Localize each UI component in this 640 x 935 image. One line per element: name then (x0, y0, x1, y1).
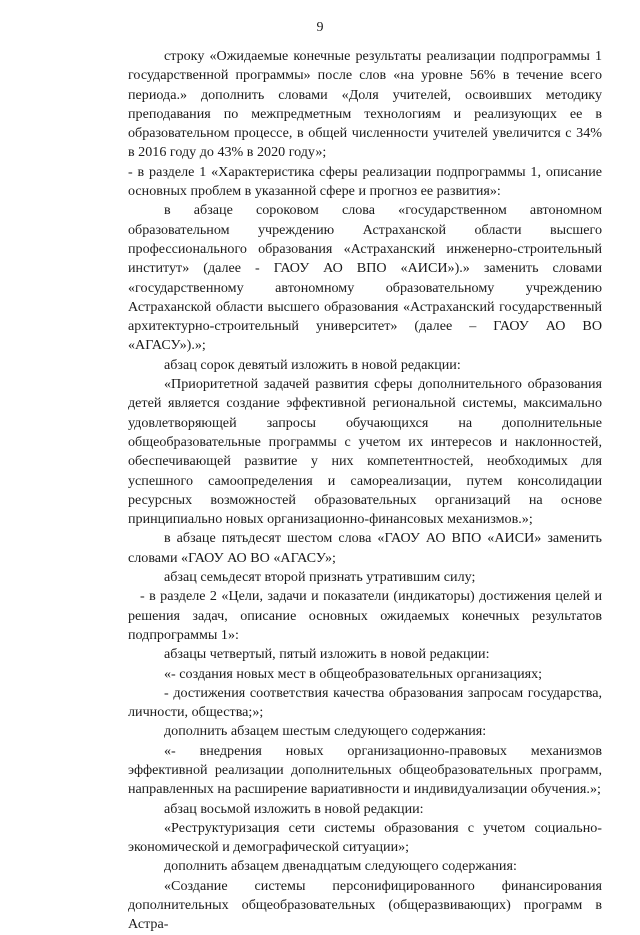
paragraph: «- внедрения новых организационно-правовых механизмов эффективной реализации дополнительных общеобразовательных программ, направленных на расширение вариативности и индивидуализации обучения.»; (128, 742, 602, 798)
paragraph: абзац семьдесят второй признать утратившим силу; (164, 569, 476, 586)
paragraph: строку «Ожидаемые конечные результаты реализации подпрограммы 1 государственной программы» после слов «на уровне 56% в течение всего периода.» дополнить словами «Доля учителей, освоивших методику преподавания по межпредметным технологиям и реализующих ее в образовательном процессе, в общей численности учителей увеличится с 34% в 2016 году до 43% в 2020 году»; (128, 48, 602, 161)
paragraph: «- создания новых мест в общеобразовательных организациях; (164, 665, 543, 682)
paragraph: «Приоритетной задачей развития сферы дополнительного образования детей является создание эффективной региональной системы, максимально удовлетворяющей запросы обучающихся на дополнительные общеобразовательные программы с учетом их интересов и наклонностей, обеспечивающей развитие у них компетентностей, необходимых для успешного самоопределения и самореализации, путем консолидации ресурсных возможностей образовательных организаций на основе принципиально новых организационно-финансовых механизмов.»; (128, 376, 602, 528)
paragraph: - в разделе 1 «Характеристика сферы реализации подпрограммы 1, описание основных проблем в указанной сфере и прогноз ее развития»: (128, 163, 602, 200)
paragraph: «Реструктуризация сети системы образования с учетом социально-экономической и демографической ситуации»; (128, 819, 602, 856)
paragraph: абзацы четвертый, пятый изложить в новой редакции: (164, 646, 490, 663)
paragraph: - достижения соответствия качества образования запросам государства, личности, общества;»; (128, 684, 602, 721)
paragraph: абзац восьмой изложить в новой редакции: (164, 800, 424, 817)
paragraph: дополнить абзацем шестым следующего содержания: (164, 723, 487, 740)
paragraph: - в разделе 2 «Цели, задачи и показатели (индикаторы) достижения целей и решения задач, описание основных ожидаемых конечных результатов подпрограммы 1»: (128, 588, 602, 643)
paragraph: в абзаце сороковом слова «государственном автономном образовательном учреждению Астраханской области высшего профессионального образования «Астраханский инженерно-строительный институт» (далее - ГАОУ АО ВПО «АИСИ»).» заменить словами «государственному автономному образовательному учреждению Астраханской области высшего образования «Астраханский государственный архитектурно-строительный университет» (далее – ГАОУ АО ВО «АГАСУ»).»; (128, 202, 602, 354)
page-number: 9 (316, 20, 324, 35)
paragraph: «Создание системы персонифицированного финансирования дополнительных общеобразовательных (общеразвивающих) программ в Астра- (128, 877, 602, 933)
paragraph: в абзаце пятьдесят шестом слова «ГАОУ АО ВПО «АИСИ» заменить словами «ГАОУ АО ВО «АГАСУ»; (128, 530, 602, 566)
paragraph: абзац сорок девятый изложить в новой редакции: (164, 356, 461, 373)
document-body (128, 47, 602, 935)
paragraph: дополнить абзацем двенадцатым следующего содержания: (164, 858, 517, 875)
